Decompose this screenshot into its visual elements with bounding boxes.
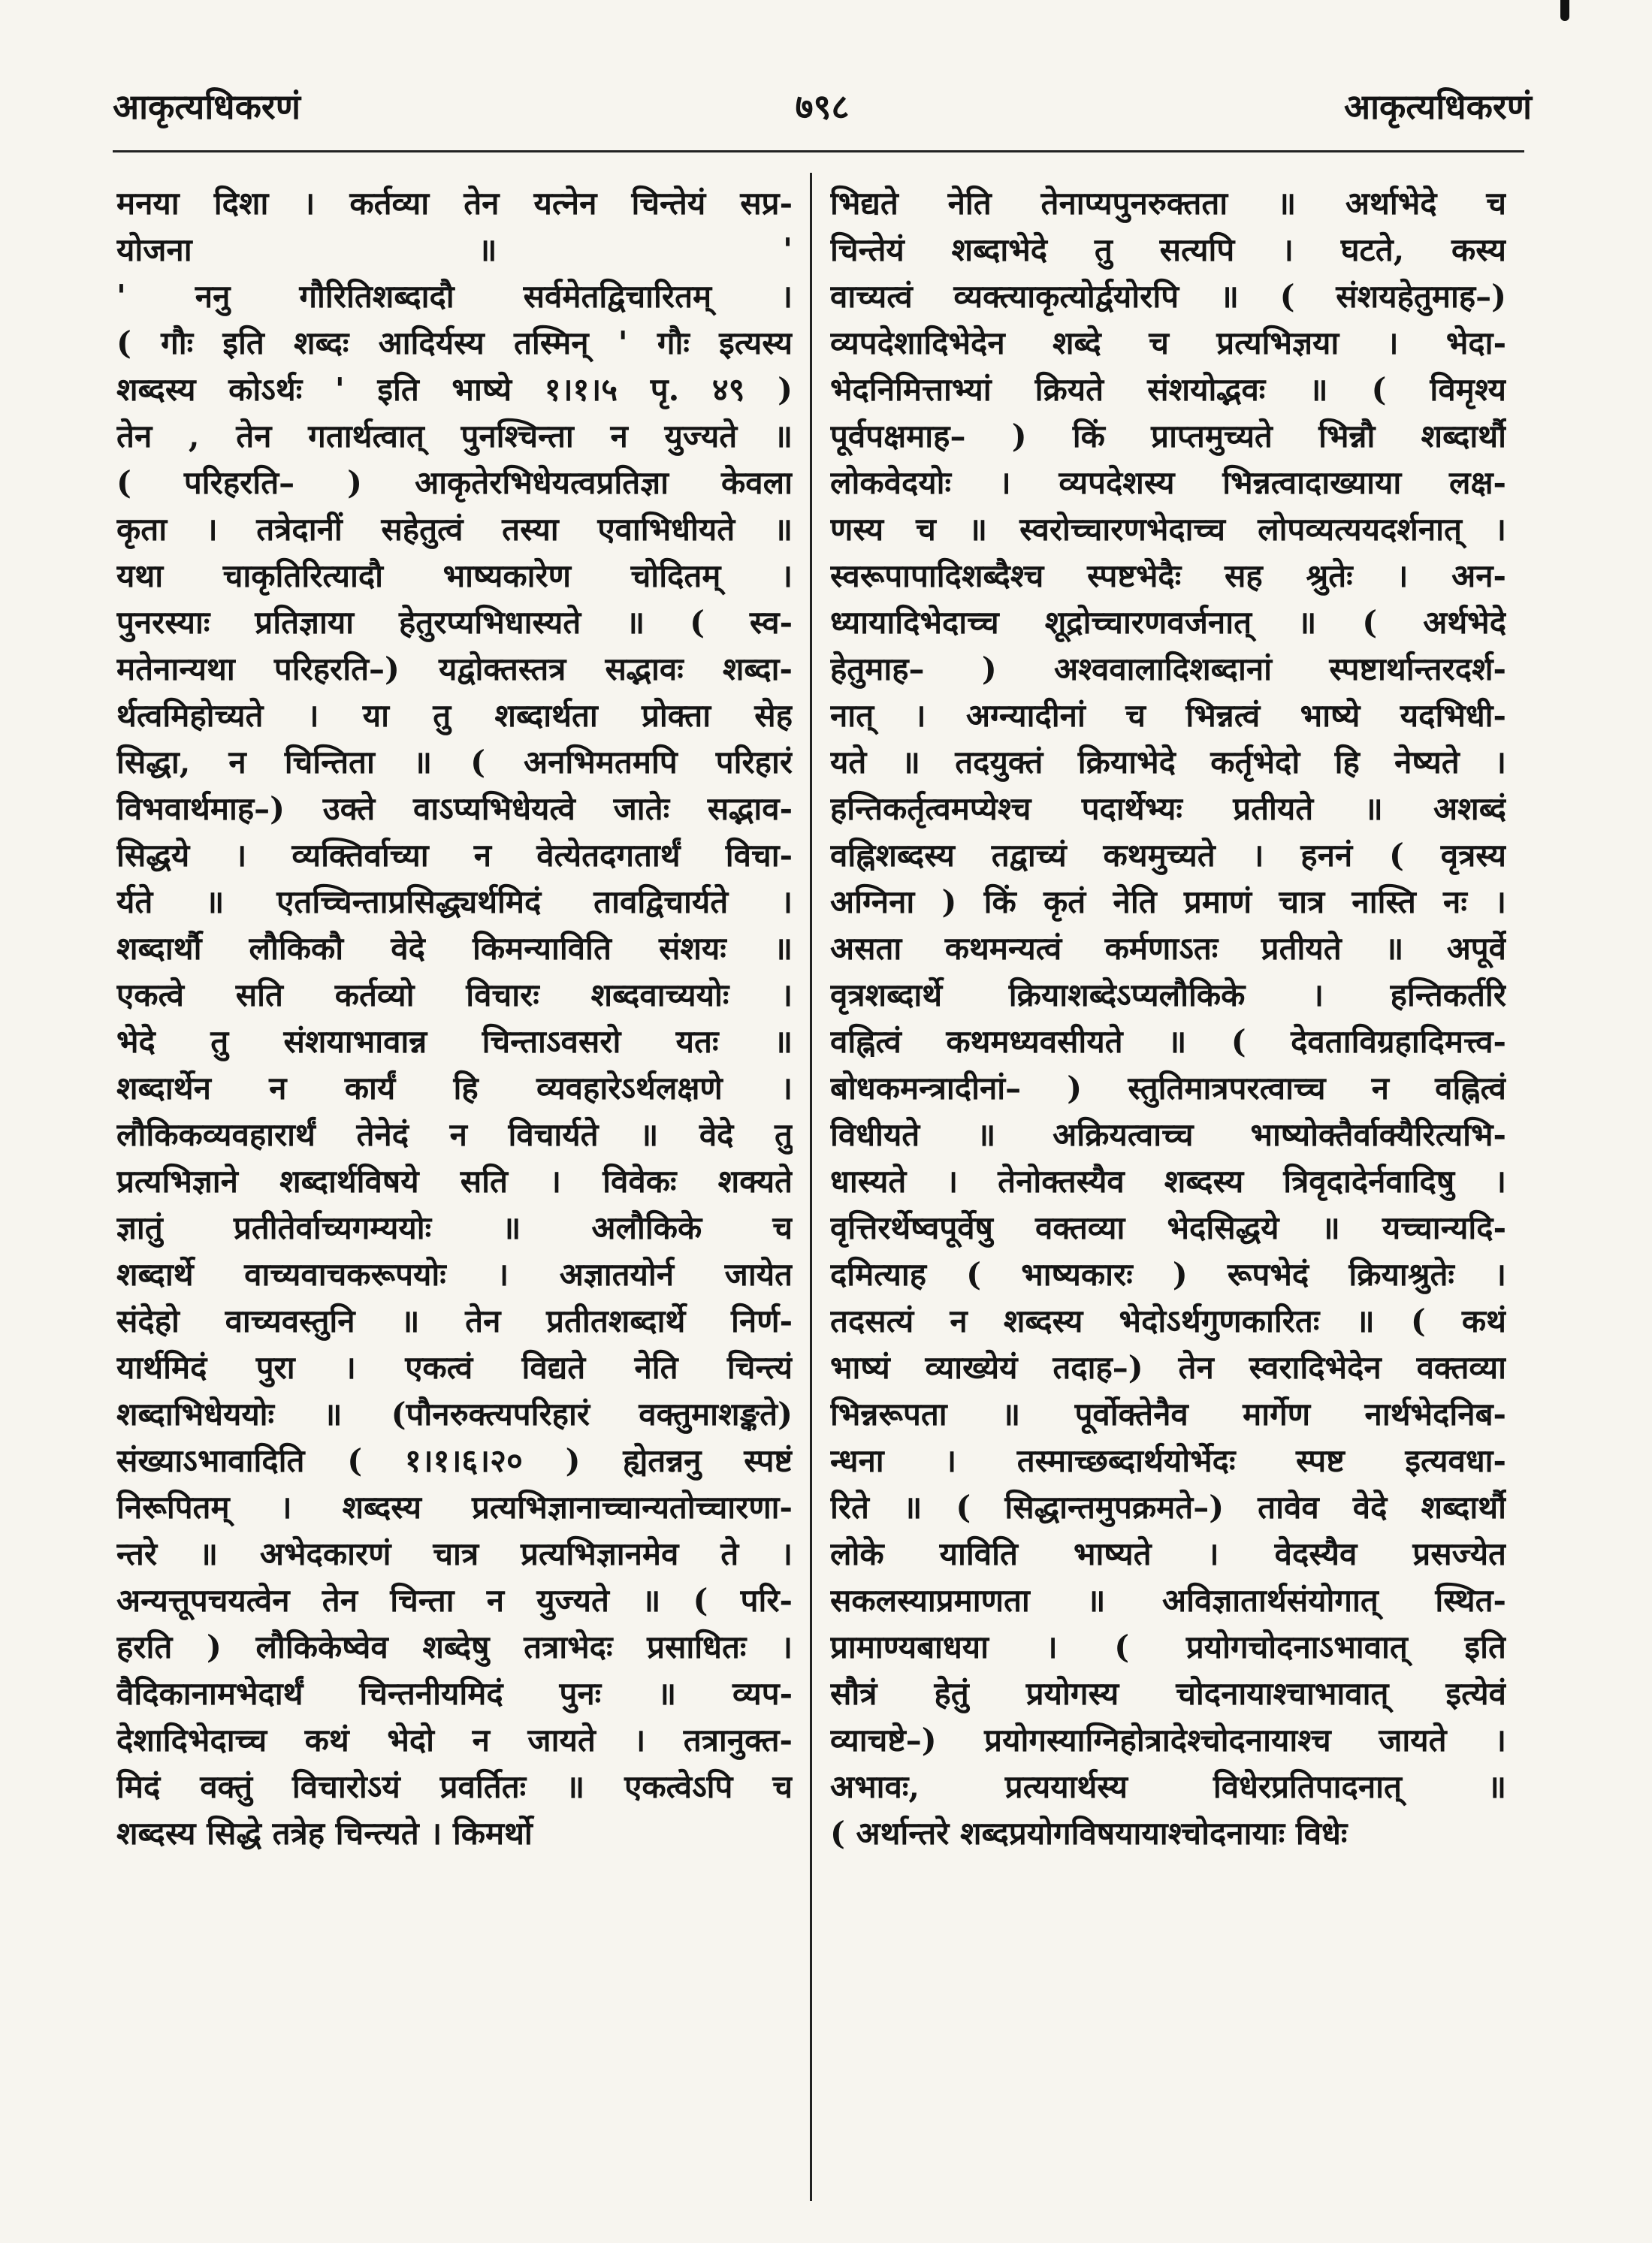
text-line: अग्निना ) किं कृतं नेति प्रमाणं चात्र नास्ति नः । <box>830 883 1506 920</box>
text-line: लोके याविति भाष्यते । वेदस्यैव प्रसज्येत <box>830 1535 1506 1572</box>
text-line: तदसत्यं न शब्दस्य भेदोऽर्थगुणकारितः ॥ ( कथं <box>830 1303 1506 1339</box>
text-line: स्वरूपापादिशब्दैश्च स्पष्टभेदैः सह श्रुतेः । अन- <box>830 557 1506 594</box>
text-line: विभवार्थमाह–) उक्ते वाऽप्यभिधेयत्वे जातेः सद्भाव- <box>116 790 793 827</box>
text-line: पूर्वपक्षमाह– ) किं प्राप्तमुच्यते भिन्नौ शब्दार्थौ <box>830 418 1506 454</box>
text-line: ( अर्थान्तरे शब्दप्रयोगविषयायाश्चोदनायाः विधेः <box>830 1815 1348 1852</box>
text-line: ध्यायादिभेदाच्च शूद्रोच्चारणवर्जनात् ॥ ( अर्थभेदे <box>830 604 1506 641</box>
text-line: लौकिकव्यवहारार्थं तेनेदं न विचार्यते ॥ वेदे तु <box>116 1116 793 1153</box>
text-line: प्रत्यभिज्ञाने शब्दार्थविषये सति । विवेकः शक्यते <box>116 1163 793 1200</box>
text-line: नात् । अग्न्यादीनां च भिन्नत्वं भाष्ये यदभिधी- <box>830 697 1506 734</box>
text-line: असता कथमन्यत्वं कर्मणाऽतः प्रतीयते ॥ अपूर्वे <box>830 930 1506 967</box>
text-line: अभावः, प्रत्ययार्थस्य विधेरप्रतिपादनात् ॥ <box>830 1768 1506 1805</box>
text-line: शब्दस्य सिद्धे तत्रेह चिन्त्यते । किमर्थो <box>116 1815 533 1852</box>
text-line: सकलस्याप्रमाणता ॥ अविज्ञातार्थसंयोगात् स्थित- <box>830 1582 1506 1619</box>
header-left-title: आकृत्यधिकरणं <box>113 86 301 127</box>
text-line: विधीयते ॥ अक्रियत्वाच्च भाष्योक्तैर्वाक्यैरित्यभि- <box>830 1116 1506 1153</box>
text-line: रिते ॥ ( सिद्धान्तमुपक्रमते–) तावेव वेदे शब्दार्थौ <box>830 1489 1506 1526</box>
text-line: वह्नित्वं कथमध्यवसीयते ॥ ( देवताविग्रहादिमत्त्व- <box>830 1023 1506 1060</box>
text-line: णस्य च ॥ स्वरोच्चारणभेदाच्च लोपव्यत्ययदर्शनात् । <box>830 511 1506 548</box>
text-line: व्यपदेशादिभेदेन शब्दे च प्रत्यभिज्ञया । भेदा- <box>830 325 1506 361</box>
text-line: एकत्वे सति कर्तव्यो विचारः शब्दवाच्ययोः । <box>116 977 793 1013</box>
text-line: मनया दिशा । कर्तव्या तेन यत्नेन चिन्तेयं सप्र- <box>116 185 793 222</box>
text-line: यथा चाकृतिरित्यादौ भाष्यकारेण चोदितम् । <box>116 557 793 594</box>
text-line: यते ॥ तदयुक्तं क्रियाभेदे कर्तृभेदो हि नेष्यते । <box>830 744 1506 780</box>
text-line: वाच्यत्वं व्यक्त्याकृत्योर्द्वयोरपि ॥ ( संशयहेतुमाह–) <box>830 278 1506 315</box>
text-line: शब्दस्य कोऽर्थः ' इति भाष्ये १।१।५ पृ. ४९ ) <box>116 371 793 408</box>
text-line: न्धना । तस्माच्छब्दार्थयोर्भेदः स्पष्ट इत्यवधा- <box>830 1442 1506 1479</box>
right-column <box>830 180 1506 1857</box>
text-line: ( गौः इति शब्दः आदिर्यस्य तस्मिन् ' गौः इत्यस्य <box>116 325 793 361</box>
text-line: वृत्रशब्दार्थे क्रियाशब्देऽप्यलौकिके । हन्तिकर्तरि <box>830 977 1506 1013</box>
text-line: भिन्नरूपता ॥ पूर्वोक्तेनैव मार्गेण नार्थभेदनिब- <box>830 1396 1506 1432</box>
text-line: सौत्रं हेतुं प्रयोगस्य चोदनायाश्चाभावात् इत्येवं <box>830 1675 1506 1712</box>
text-line: र्यते ॥ एतच्चिन्ताप्रसिद्ध्यर्थमिदं तावद्विचार्यते । <box>116 883 793 920</box>
text-line: यार्थमिदं पुरा । एकत्वं विद्यते नेति चिन्त्यं <box>116 1349 793 1386</box>
text-line: लोकवेदयोः । व्यपदेशस्य भिन्नत्वादाख्याया लक्ष- <box>830 464 1506 501</box>
text-line: ज्ञातुं प्रतीतेर्वाच्यगम्ययोः ॥ अलौकिके च <box>116 1209 793 1246</box>
text-line: ' ननु गौरितिशब्दादौ सर्वमेतद्विचारितम् । <box>116 278 793 315</box>
text-line: भाष्यं व्याख्येयं तदाह–) तेन स्वरादिभेदेन वक्तव्या <box>830 1349 1506 1386</box>
text-line: वह्निशब्दस्य तद्वाच्यं कथमुच्यते । हननं ( वृत्रस्य <box>830 837 1506 874</box>
text-line: निरूपितम् । शब्दस्य प्रत्यभिज्ञानाच्चान्यतोच्चारणा- <box>116 1489 793 1526</box>
text-line: सिद्धये । व्यक्तिर्वाच्या न वेत्येतदगतार्थं विचा- <box>116 837 793 874</box>
text-line: भेदे तु संशयाभावान्न चिन्ताऽवसरो यतः ॥ <box>116 1023 793 1060</box>
text-line: भिद्यते नेति तेनाप्यपुनरुक्तता ॥ अर्थाभेदे च <box>830 185 1506 222</box>
text-line: देशादिभेदाच्च कथं भेदो न जायते । तत्रानुक्त- <box>116 1722 793 1758</box>
text-line: पुनरस्याः प्रतिज्ञाया हेतुरप्यभिधास्यते ॥ ( स्व- <box>116 604 793 641</box>
text-line: तेन , तेन गतार्थत्वात् पुनश्चिन्ता न युज्यते ॥ <box>116 418 793 454</box>
text-line: मिदं वक्तुं विचारोऽयं प्रवर्तितः ॥ एकत्वेऽपि च <box>116 1768 793 1805</box>
text-line: प्रामाण्यबाधया । ( प्रयोगचोदनाऽभावात् इति <box>830 1629 1506 1665</box>
text-line: न्तरे ॥ अभेदकारणं चात्र प्रत्यभिज्ञानमेव ते । <box>116 1535 793 1572</box>
text-line: दमित्याह ( भाष्यकारः ) रूपभेदं क्रियाश्रुतेः । <box>830 1256 1506 1293</box>
corner-mark <box>1560 0 1569 21</box>
text-line: अन्यत्तूपचयत्वेन तेन चिन्ता न युज्यते ॥ ( परि- <box>116 1582 793 1619</box>
column-divider <box>810 173 812 2201</box>
text-line: वृत्तिरर्थेष्वपूर्वेषु वक्तव्या भेदसिद्धये ॥ यच्चान्यदि- <box>830 1209 1506 1246</box>
text-line: संदेहो वाच्यवस्तुनि ॥ तेन प्रतीतशब्दार्थे निर्ण- <box>116 1303 793 1339</box>
text-line: हन्तिकर्तृत्वमप्येश्च पदार्थेभ्यः प्रतीयते ॥ अशब्दं <box>830 790 1506 827</box>
text-line: सिद्धा, न चिन्तिता ॥ ( अनभिमतमपि परिहारं <box>116 744 793 780</box>
text-line: व्याचष्टे–) प्रयोगस्याग्निहोत्रादेश्चोदनायाश्च जायते । <box>830 1722 1506 1758</box>
page-header <box>113 84 1532 144</box>
text-line: हरति ) लौकिकेष्वेव शब्देषु तत्राभेदः प्रसाधितः । <box>116 1629 793 1665</box>
text-line: र्थत्वमिहोच्यते । या तु शब्दार्थता प्रोक्ता सेह <box>116 697 793 734</box>
text-line: संख्याऽभावादिति ( १।१।६।२० ) ह्येतन्ननु स्पष्टं <box>116 1442 793 1479</box>
text-line: मतेनान्यथा परिहरति–) यद्वोक्तस्तत्र सद्भावः शब्दा- <box>116 651 793 687</box>
page-number: ७९८ <box>795 86 850 127</box>
text-line: ( परिहरति– ) आकृतेरभिधेयत्वप्रतिज्ञा केवला <box>116 464 793 501</box>
text-line: चिन्तेयं शब्दाभेदे तु सत्यपि । घटते, कस्य <box>830 231 1506 268</box>
text-line: शब्दार्थौ लौकिकौ वेदे किमन्याविति संशयः ॥ <box>116 930 793 967</box>
text-line: भेदनिमित्ताभ्यां क्रियते संशयोद्भवः ॥ ( विमृश्य <box>830 371 1506 408</box>
text-line: हेतुमाह– ) अश्ववालादिशब्दानां स्पष्टार्थान्तरदर्श- <box>830 651 1506 687</box>
left-column <box>116 180 793 1857</box>
text-line: शब्दार्थे वाच्यवाचकरूपयोः । अज्ञातयोर्न जायेत <box>116 1256 793 1293</box>
text-line: योजना ॥ ' <box>116 231 793 268</box>
header-rule <box>113 150 1524 152</box>
text-line: शब्दाभिधेययोः ॥ (पौनरुक्त्यपरिहारं वक्तुमाशङ्कते) <box>116 1396 793 1432</box>
text-line: धास्यते । तेनोक्तस्यैव शब्दस्य त्रिवृदादेर्नवादिषु । <box>830 1163 1506 1200</box>
text-line: शब्दार्थेन न कार्यं हि व्यवहारेऽर्थलक्षणे । <box>116 1070 793 1106</box>
text-line: बोधकमन्त्रादीनां– ) स्तुतिमात्रपरत्वाच्च न वह्नित्वं <box>830 1070 1506 1106</box>
text-line: वैदिकानामभेदार्थं चिन्तनीयमिदं पुनः ॥ व्यप- <box>116 1675 793 1712</box>
header-right-title: आकृत्यधिकरणं <box>1344 86 1532 127</box>
text-line: कृता । तत्रेदानीं सहेतुत्वं तस्या एवाभिधीयते ॥ <box>116 511 793 548</box>
